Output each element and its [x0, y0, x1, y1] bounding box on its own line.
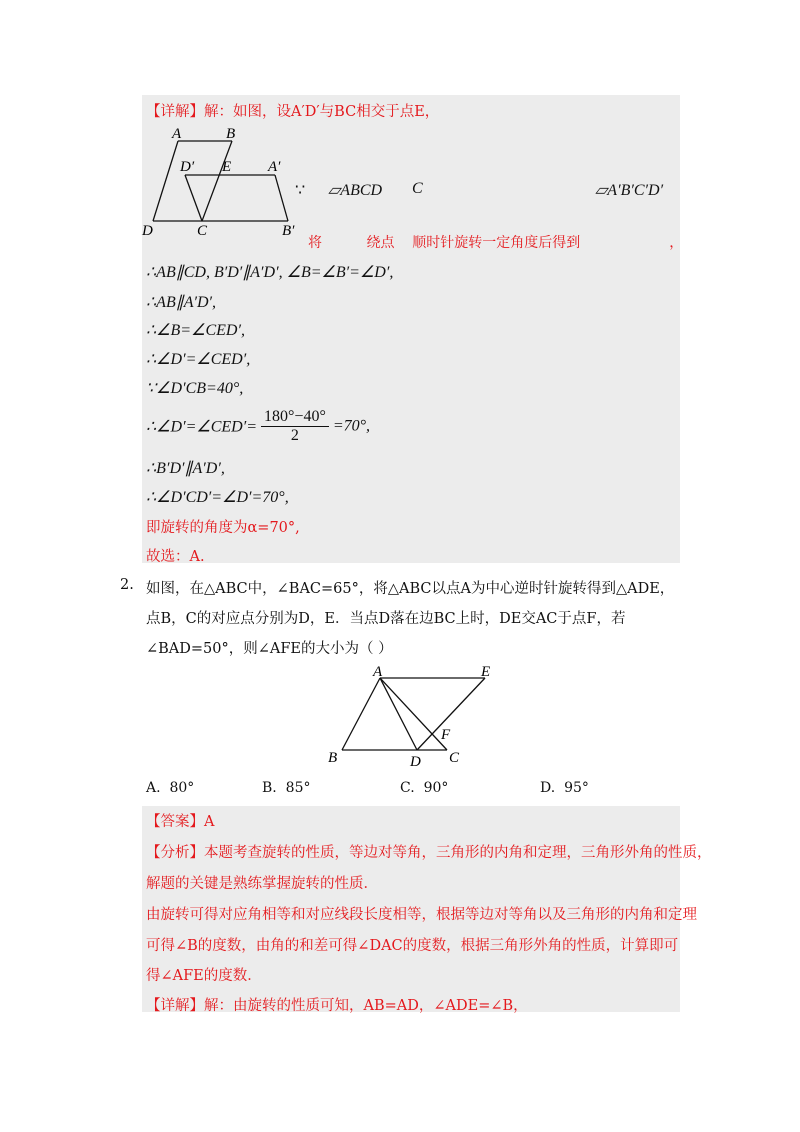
step6-left: ∴∠D′=∠CED′=: [146, 418, 258, 436]
fig2-label-F: F: [441, 727, 451, 743]
step-7: ∴B′D′∥A′D′,: [146, 460, 225, 477]
parallelogram-figure: [140, 125, 310, 235]
analysis-line-3: 由旋转可得对应角相等和对应线段长度相等，根据等边对等角以及三角形的内角和定理: [146, 907, 697, 923]
analysis-line-2: 解题的关键是熟练掌握旋转的性质．: [146, 876, 378, 892]
analysis-line-5: 得∠AFE的度数．: [146, 968, 262, 984]
fig2-label-B: B: [328, 750, 338, 766]
detail-line: [146, 994, 528, 1015]
triangle-figure: [325, 662, 515, 772]
option-c-value: 90°: [423, 780, 449, 796]
step6-numerator: 180°−40°: [261, 408, 329, 427]
option-a-letter: A.: [146, 780, 161, 796]
question2-line2: 点B，C的对应点分别为D，E．当点D落在边BC上时，DE交AC于点F，若: [146, 611, 626, 627]
fig1-label-A-prime: A′: [268, 159, 281, 175]
option-d-letter: D.: [540, 780, 556, 796]
question-number: 2.: [120, 577, 134, 593]
fig1-label-E: E: [222, 159, 232, 175]
step6-fraction: [261, 408, 329, 445]
fig2-label-A: A: [373, 664, 383, 680]
answer-line: 【答案】A: [146, 814, 215, 830]
given-red-text: 将 绕点 顺时针旋转一定角度后得到 ，: [308, 235, 684, 251]
step-8: ∴∠D′CD′=∠D′=70°,: [146, 489, 289, 506]
fig2-label-E: E: [481, 664, 491, 680]
step6-denominator: 2: [290, 427, 299, 444]
fig1-label-B: B: [226, 126, 236, 142]
step-2: ∴AB∥A′D′,: [146, 294, 217, 311]
option-b[interactable]: [262, 780, 310, 796]
step-4: ∴∠D′=∠CED′,: [146, 351, 251, 368]
option-a[interactable]: [146, 780, 194, 796]
option-c[interactable]: [400, 780, 448, 796]
option-a-value: 80°: [169, 780, 195, 796]
fig2-label-D: D: [410, 754, 421, 770]
option-c-letter: C.: [400, 780, 415, 796]
given-point: C: [412, 180, 423, 197]
option-d[interactable]: [540, 780, 589, 796]
question2-line1: 如图，在△ABC中，∠BAC=65°，将△ABC以点A为中心逆时针旋转得到△ADE，: [146, 581, 675, 597]
fig1-label-C: C: [197, 223, 208, 235]
detail-text: 【详解】解：由旋转的性质可知，AB=AD，∠ADE=∠B，: [146, 998, 528, 1014]
given-target: ▱A′B′C′D′: [595, 182, 664, 199]
fig1-label-B-prime: B′: [282, 223, 295, 235]
analysis-line-1: 【分析】本题考查旋转的性质，等边对等角，三角形的内角和定理，三角形外角的性质，: [146, 845, 712, 861]
fig1-label-D: D: [142, 223, 153, 235]
option-d-value: 95°: [564, 780, 589, 796]
fig2-label-C: C: [449, 750, 460, 766]
step-9: 即旋转的角度为α=70°,: [146, 520, 300, 536]
step-6: [146, 408, 370, 445]
because-symbol: ∵: [295, 182, 306, 199]
step-5: ∵∠D′CB=40°,: [146, 380, 244, 397]
fig1-label-D-prime: D′: [180, 159, 195, 175]
analysis-line-4: 可得∠B的度数，由角的和差可得∠DAC的度数，根据三角形外角的性质，计算即可: [146, 938, 679, 954]
step6-right: =70°,: [332, 417, 371, 435]
step-1: ∴AB∥CD, B′D′∥A′D′, ∠B=∠B′=∠D′,: [146, 264, 394, 281]
solution1-header: 【详解】解：如图，设A′D′与BC相交于点E，: [146, 104, 440, 120]
question2-line3: ∠BAD=50°，则∠AFE的大小为（ ）: [146, 641, 393, 657]
step-3: ∴∠B=∠CED′,: [146, 322, 245, 339]
step-10: 故选：A.: [146, 549, 205, 565]
fig1-label-A: A: [172, 126, 182, 142]
given-shape: ▱ABCD: [328, 182, 383, 199]
option-b-letter: B.: [262, 780, 277, 796]
option-b-value: 85°: [285, 780, 311, 796]
